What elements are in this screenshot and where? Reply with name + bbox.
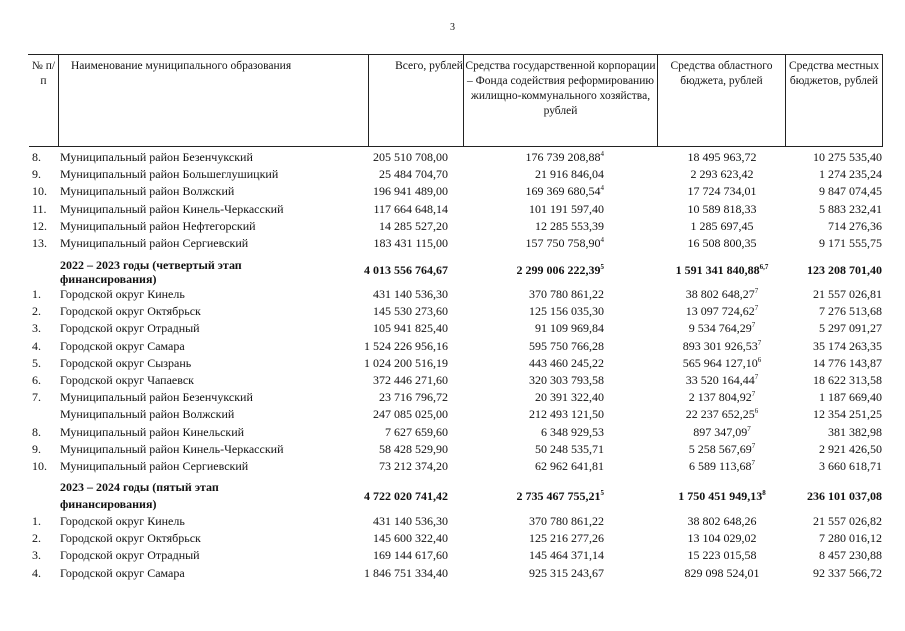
- stage5-row: [0, 480, 905, 503]
- row-obl: 893 301 926,53$^7$: [682, 338, 762, 353]
- row-gos: 320 303 793,58: [529, 373, 604, 387]
- row-total: 205 510 708,00: [373, 150, 448, 164]
- table-row: [0, 458, 905, 474]
- table-row: [0, 218, 905, 234]
- row-obl: 33 520 164,44$^7$: [685, 373, 759, 387]
- row-total: 105 941 825,40: [373, 321, 448, 336]
- stage5-title-line2: финансирования): [60, 497, 157, 511]
- row-mest: 1 187 669,40: [819, 390, 882, 405]
- row-num: 7.: [32, 390, 41, 405]
- row-total: 23 716 796,72: [379, 390, 448, 405]
- row-obl: 9 534 764,29$^7$: [688, 321, 756, 336]
- table-row: [0, 320, 905, 336]
- row-obl: 13 104 029,02: [687, 531, 757, 546]
- row-gos: 125 216 277,26: [529, 531, 604, 546]
- table-row: [0, 183, 905, 199]
- row-num: 9.: [32, 167, 41, 182]
- row-total: 58 428 529,90: [379, 441, 448, 456]
- row-num: 11.: [32, 201, 47, 216]
- table-row: [0, 149, 905, 165]
- row-total: 183 431 115,00: [373, 236, 448, 250]
- row-name: Муниципальный район Волжский: [60, 407, 235, 422]
- stage5-gos: 2 735 467 755,21$^5$: [516, 489, 604, 503]
- row-gos: 169 369 680,54$^4$: [525, 184, 604, 199]
- row-num: 9.: [32, 441, 41, 456]
- row-num: 6.: [32, 373, 41, 387]
- row-mest: 35 174 263,35: [813, 338, 882, 353]
- row-gos: 6 348 929,53: [541, 424, 604, 439]
- stage5-total: 4 722 020 741,42: [364, 489, 448, 503]
- row-total: 372 446 271,60: [373, 373, 448, 387]
- row-num: 8.: [32, 150, 41, 164]
- row-obl: 13 097 724,62$^7$: [685, 304, 759, 319]
- row-num: 3.: [32, 548, 41, 563]
- row-num: 10.: [32, 184, 47, 199]
- row-total: 117 664 648,14: [373, 201, 448, 216]
- row-total: 196 941 489,00: [373, 184, 448, 199]
- row-num: 1.: [32, 514, 41, 528]
- row-gos: 595 750 766,28: [529, 338, 604, 353]
- stage4-title-line2: финансирования): [60, 272, 157, 286]
- header-mest: Средства местных бюджетов, рублей: [786, 54, 883, 147]
- row-obl: 10 589 818,33: [687, 201, 757, 216]
- row-gos: 145 464 371,14: [529, 548, 604, 563]
- row-mest: 8 457 230,88: [819, 548, 882, 563]
- page-number: 3: [450, 22, 455, 33]
- row-mest: 2 921 426,50: [819, 441, 882, 456]
- row-name: Муниципальный район Большеглушицкий: [60, 167, 279, 182]
- stage4-mest: 123 208 701,40: [807, 263, 882, 277]
- stage4-obl: 1 591 341 840,88$^{6,7}$: [675, 263, 769, 277]
- row-mest: 12 354 251,25: [813, 407, 882, 422]
- table-row: [0, 441, 905, 457]
- row-mest: 381 382,98: [828, 424, 882, 439]
- row-obl: 2 293 623,42: [690, 167, 754, 182]
- row-obl: 38 802 648,27$^7$: [685, 287, 759, 301]
- stage5-title: 2023 – 2024 годы (пятый этап: [60, 480, 219, 494]
- row-total: 14 285 527,20: [379, 218, 448, 233]
- row-mest: 10 275 535,40: [813, 150, 882, 164]
- header-num: № п/п: [29, 54, 59, 147]
- table-row: [0, 389, 905, 405]
- row-gos: 925 315 243,67: [529, 565, 604, 580]
- row-gos: 125 156 035,30: [529, 304, 604, 319]
- row-total: 7 627 659,60: [385, 424, 448, 439]
- row-gos: 443 460 245,22: [529, 355, 604, 370]
- row-name: Городской округ Кинель: [60, 287, 185, 301]
- stage4-total: 4 013 556 764,67: [364, 263, 448, 277]
- row-mest: 1 274 235,24: [819, 167, 882, 182]
- table-row: [0, 235, 905, 251]
- row-name: Муниципальный район Кинель-Черкасский: [60, 201, 284, 216]
- row-obl: 2 137 804,92$^7$: [688, 390, 756, 405]
- table-row: [0, 406, 905, 422]
- row-gos: 101 191 597,40: [529, 201, 604, 216]
- row-mest: 3 660 618,71: [819, 459, 882, 473]
- table-row: [0, 355, 905, 371]
- table-row: [0, 201, 905, 217]
- row-num: 12.: [32, 218, 47, 233]
- row-gos: 370 780 861,22: [529, 514, 604, 528]
- row-name: Городской округ Самара: [60, 565, 185, 580]
- row-name: Муниципальный район Безенчукский: [60, 390, 253, 405]
- row-num: 4.: [32, 565, 41, 580]
- row-total: 247 085 025,00: [373, 407, 448, 422]
- stage4-gos: 2 299 006 222,39$^5$: [516, 263, 604, 277]
- table-row: [0, 424, 905, 440]
- table-row: [0, 565, 905, 581]
- row-total: 145 600 322,40: [373, 531, 448, 546]
- row-mest: 18 622 313,58: [813, 373, 882, 387]
- table-row: [0, 530, 905, 546]
- row-name: Муниципальный район Безенчукский: [60, 150, 253, 164]
- row-name: Муниципальный район Нефтегорский: [60, 218, 256, 233]
- row-total: 145 530 273,60: [373, 304, 448, 319]
- row-mest: 14 776 143,87: [813, 355, 882, 370]
- table-row: [0, 547, 905, 563]
- row-mest: 21 557 026,81: [813, 287, 882, 301]
- row-num: 3.: [32, 321, 41, 336]
- stage5-obl: 1 750 451 949,13$^8$: [678, 489, 766, 503]
- row-total: 1 846 751 334,40: [364, 565, 448, 580]
- row-total: 431 140 536,30: [373, 514, 448, 528]
- row-name: Городской округ Самара: [60, 338, 185, 353]
- header-gos: Средства государственной корпорации – Фонда содействия реформированию жилищно-коммунального хозяйства, рублей: [464, 54, 658, 147]
- row-gos: 21 916 846,04: [535, 167, 604, 182]
- row-gos: 50 248 535,71: [535, 441, 604, 456]
- row-name: Муниципальный район Кинель-Черкасский: [60, 441, 284, 456]
- row-num: 2.: [32, 531, 41, 546]
- table-row: [0, 286, 905, 302]
- row-name: Городской округ Октябрьск: [60, 531, 201, 546]
- row-total: 431 140 536,30: [373, 287, 448, 301]
- row-num: 5.: [32, 355, 41, 370]
- row-name: Городской округ Отрадный: [60, 548, 200, 563]
- row-gos: 370 780 861,22: [529, 287, 604, 301]
- row-obl: 17 724 734,01: [687, 184, 757, 199]
- table-row: [0, 166, 905, 182]
- row-name: Городской округ Отрадный: [60, 321, 200, 336]
- row-name: Муниципальный район Сергиевский: [60, 459, 249, 473]
- row-obl: 18 495 963,72: [687, 150, 757, 164]
- row-mest: 7 276 513,68: [819, 304, 882, 319]
- header-obl: Средства областного бюджета, рублей: [658, 54, 786, 147]
- row-obl: 15 223 015,58: [687, 548, 757, 563]
- stage5-mest: 236 101 037,08: [807, 489, 882, 503]
- row-gos: 176 739 208,88$^4$: [525, 150, 604, 164]
- row-gos: 20 391 322,40: [535, 390, 604, 405]
- row-total: 1 024 200 516,19: [364, 355, 448, 370]
- row-gos: 212 493 121,50: [529, 407, 604, 422]
- row-num: 13.: [32, 236, 47, 250]
- row-name: Городской округ Кинель: [60, 514, 185, 528]
- row-obl: 22 237 652,25$^6$: [685, 407, 759, 422]
- row-gos: 157 750 758,90$^4$: [525, 236, 604, 250]
- row-gos: 12 285 553,39: [535, 218, 604, 233]
- stage4-title: 2022 – 2023 годы (четвертый этап: [60, 258, 242, 272]
- row-gos: 62 962 641,81: [535, 459, 604, 473]
- table-row: [0, 513, 905, 529]
- row-mest: 21 557 026,82: [813, 514, 882, 528]
- row-name: Городской округ Октябрьск: [60, 304, 201, 319]
- table-row: [0, 338, 905, 354]
- row-name: Муниципальный район Кинельский: [60, 424, 245, 439]
- row-name: Муниципальный район Сергиевский: [60, 236, 249, 250]
- row-obl: 6 589 113,68$^7$: [688, 459, 756, 473]
- row-mest: 5 883 232,41: [819, 201, 882, 216]
- row-num: 4.: [32, 338, 41, 353]
- row-total: 25 484 704,70: [379, 167, 448, 182]
- row-total: 73 212 374,20: [379, 459, 448, 473]
- row-obl: 565 964 127,10$^6$: [682, 355, 762, 370]
- row-num: 2.: [32, 304, 41, 319]
- row-mest: 92 337 566,72: [813, 565, 882, 580]
- row-name: Городской округ Сызрань: [60, 355, 192, 370]
- row-obl: 829 098 524,01: [684, 565, 760, 580]
- row-obl: 38 802 648,26: [687, 514, 757, 528]
- row-obl: 1 285 697,45: [690, 218, 754, 233]
- row-name: Городской округ Чапаевск: [60, 373, 194, 387]
- table-row: [0, 303, 905, 319]
- row-mest: 714 276,36: [828, 218, 882, 233]
- row-gos: 91 109 969,84: [535, 321, 604, 336]
- row-num: 1.: [32, 287, 41, 301]
- row-obl: 16 508 800,35: [687, 236, 757, 250]
- row-total: 169 144 617,60: [373, 548, 448, 563]
- row-num: 10.: [32, 459, 47, 473]
- header-name: Наименование муниципального образования: [59, 54, 369, 147]
- row-mest: 9 847 074,45: [819, 184, 882, 199]
- row-mest: 5 297 091,27: [819, 321, 882, 336]
- row-mest: 9 171 555,75: [819, 236, 882, 250]
- row-mest: 7 280 016,12: [819, 531, 882, 546]
- row-obl: 5 258 567,69$^7$: [688, 441, 756, 456]
- row-num: 8.: [32, 424, 41, 439]
- header-total: Всего, рублей: [369, 54, 464, 147]
- row-total: 1 524 226 956,16: [364, 338, 448, 353]
- row-name: Муниципальный район Волжский: [60, 184, 235, 199]
- row-obl: 897 347,09$^7$: [693, 424, 751, 439]
- table-row: [0, 372, 905, 388]
